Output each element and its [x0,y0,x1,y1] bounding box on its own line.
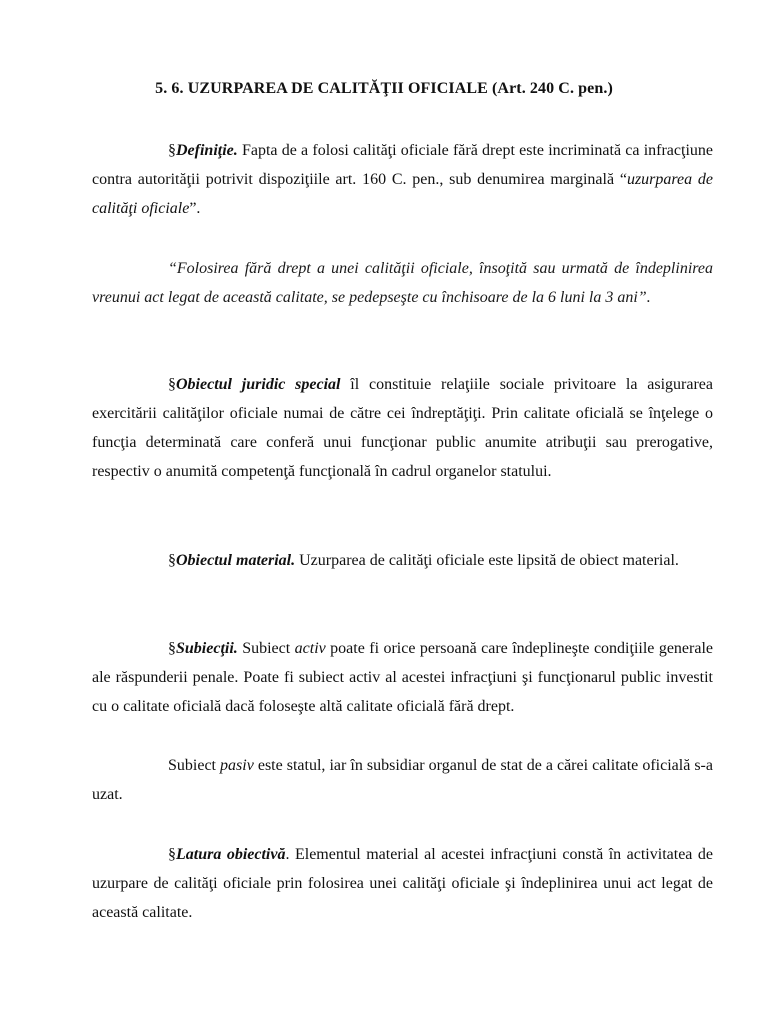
definition-end: ”. [189,200,201,217]
legal-object-paragraph [92,370,713,486]
material-object-paragraph [92,546,713,575]
subjects-text-after: poate fi orice persoană care îndeplineşte condiţiile generale ale răspunderii penale. Poate fi subiect activ al acestei infracţiuni şi funcţionarul public investit cu o calitate oficială dacă foloseşte altă calitate oficială fără drept. [92,640,713,715]
legal-object-text: îl constituie relaţiile sociale privitoare la asigurarea exercitării calităţilor oficiale numai de către cei îndreptăţiţi. Prin calitate oficială se înţelege o funcţia determinată care conferă unui funcţionar public anumite atribuţii sau prerogative, respectiv o anumită competenţă funcţională în cadrul organelor statului. [92,376,714,480]
passive-text-before: Subiect [168,757,221,774]
subjects-label: Subiecţii. [176,640,238,657]
objective-side-paragraph [92,840,713,927]
definition-text: Fapta de a folosi calităţi oficiale fără drept este incriminată ca infracţiune contra autorităţii potrivit dispoziţiile art. 160 C. pen., sub denumirea marginală “ [92,142,713,188]
section-symbol: § [168,846,176,863]
marginal-name: uzurparea de calităţi oficiale [92,171,713,217]
section-symbol: § [168,376,176,393]
definition-label: Definiţie. [176,142,238,159]
material-object-text: Uzurparea de calităţi oficiale este lipsită de obiect material. [295,552,679,569]
active-term: activ [294,640,326,657]
material-object-label: Obiectul material. [176,552,296,569]
objective-side-label: Latura obiectivă [176,846,286,863]
legal-quote-paragraph [92,254,713,312]
legal-quote-text: “Folosirea fără drept a unei calităţii oficiale, însoţită sau urmată de îndeplinirea vreunui act legat de această calitate, se pedepseşte cu închisoare de la 6 luni la 3 ani”. [92,260,713,306]
subjects-paragraph [92,634,713,721]
section-heading: 5. 6. UZURPAREA DE CALITĂŢII OFICIALE (Art. 240 C. pen.) [155,80,613,97]
section-symbol: § [168,552,176,569]
legal-object-label: Obiectul juridic special [176,376,341,393]
passive-subject-paragraph [92,751,713,809]
subjects-text-before: Subiect [237,640,295,657]
definition-paragraph [92,136,713,223]
section-symbol: § [168,640,176,657]
section-symbol: § [168,142,176,159]
passive-text-after: este statul, iar în subsidiar organul de stat de a cărei calitate oficială s-a uzat. [92,757,713,803]
passive-term: pasiv [220,757,254,774]
objective-side-text: . Elementul material al acestei infracţiuni constă în activitatea de uzurpare de calităţi oficiale prin folosirea unei calităţi oficiale şi îndeplinirea unui act legat de această calitate. [92,846,713,921]
